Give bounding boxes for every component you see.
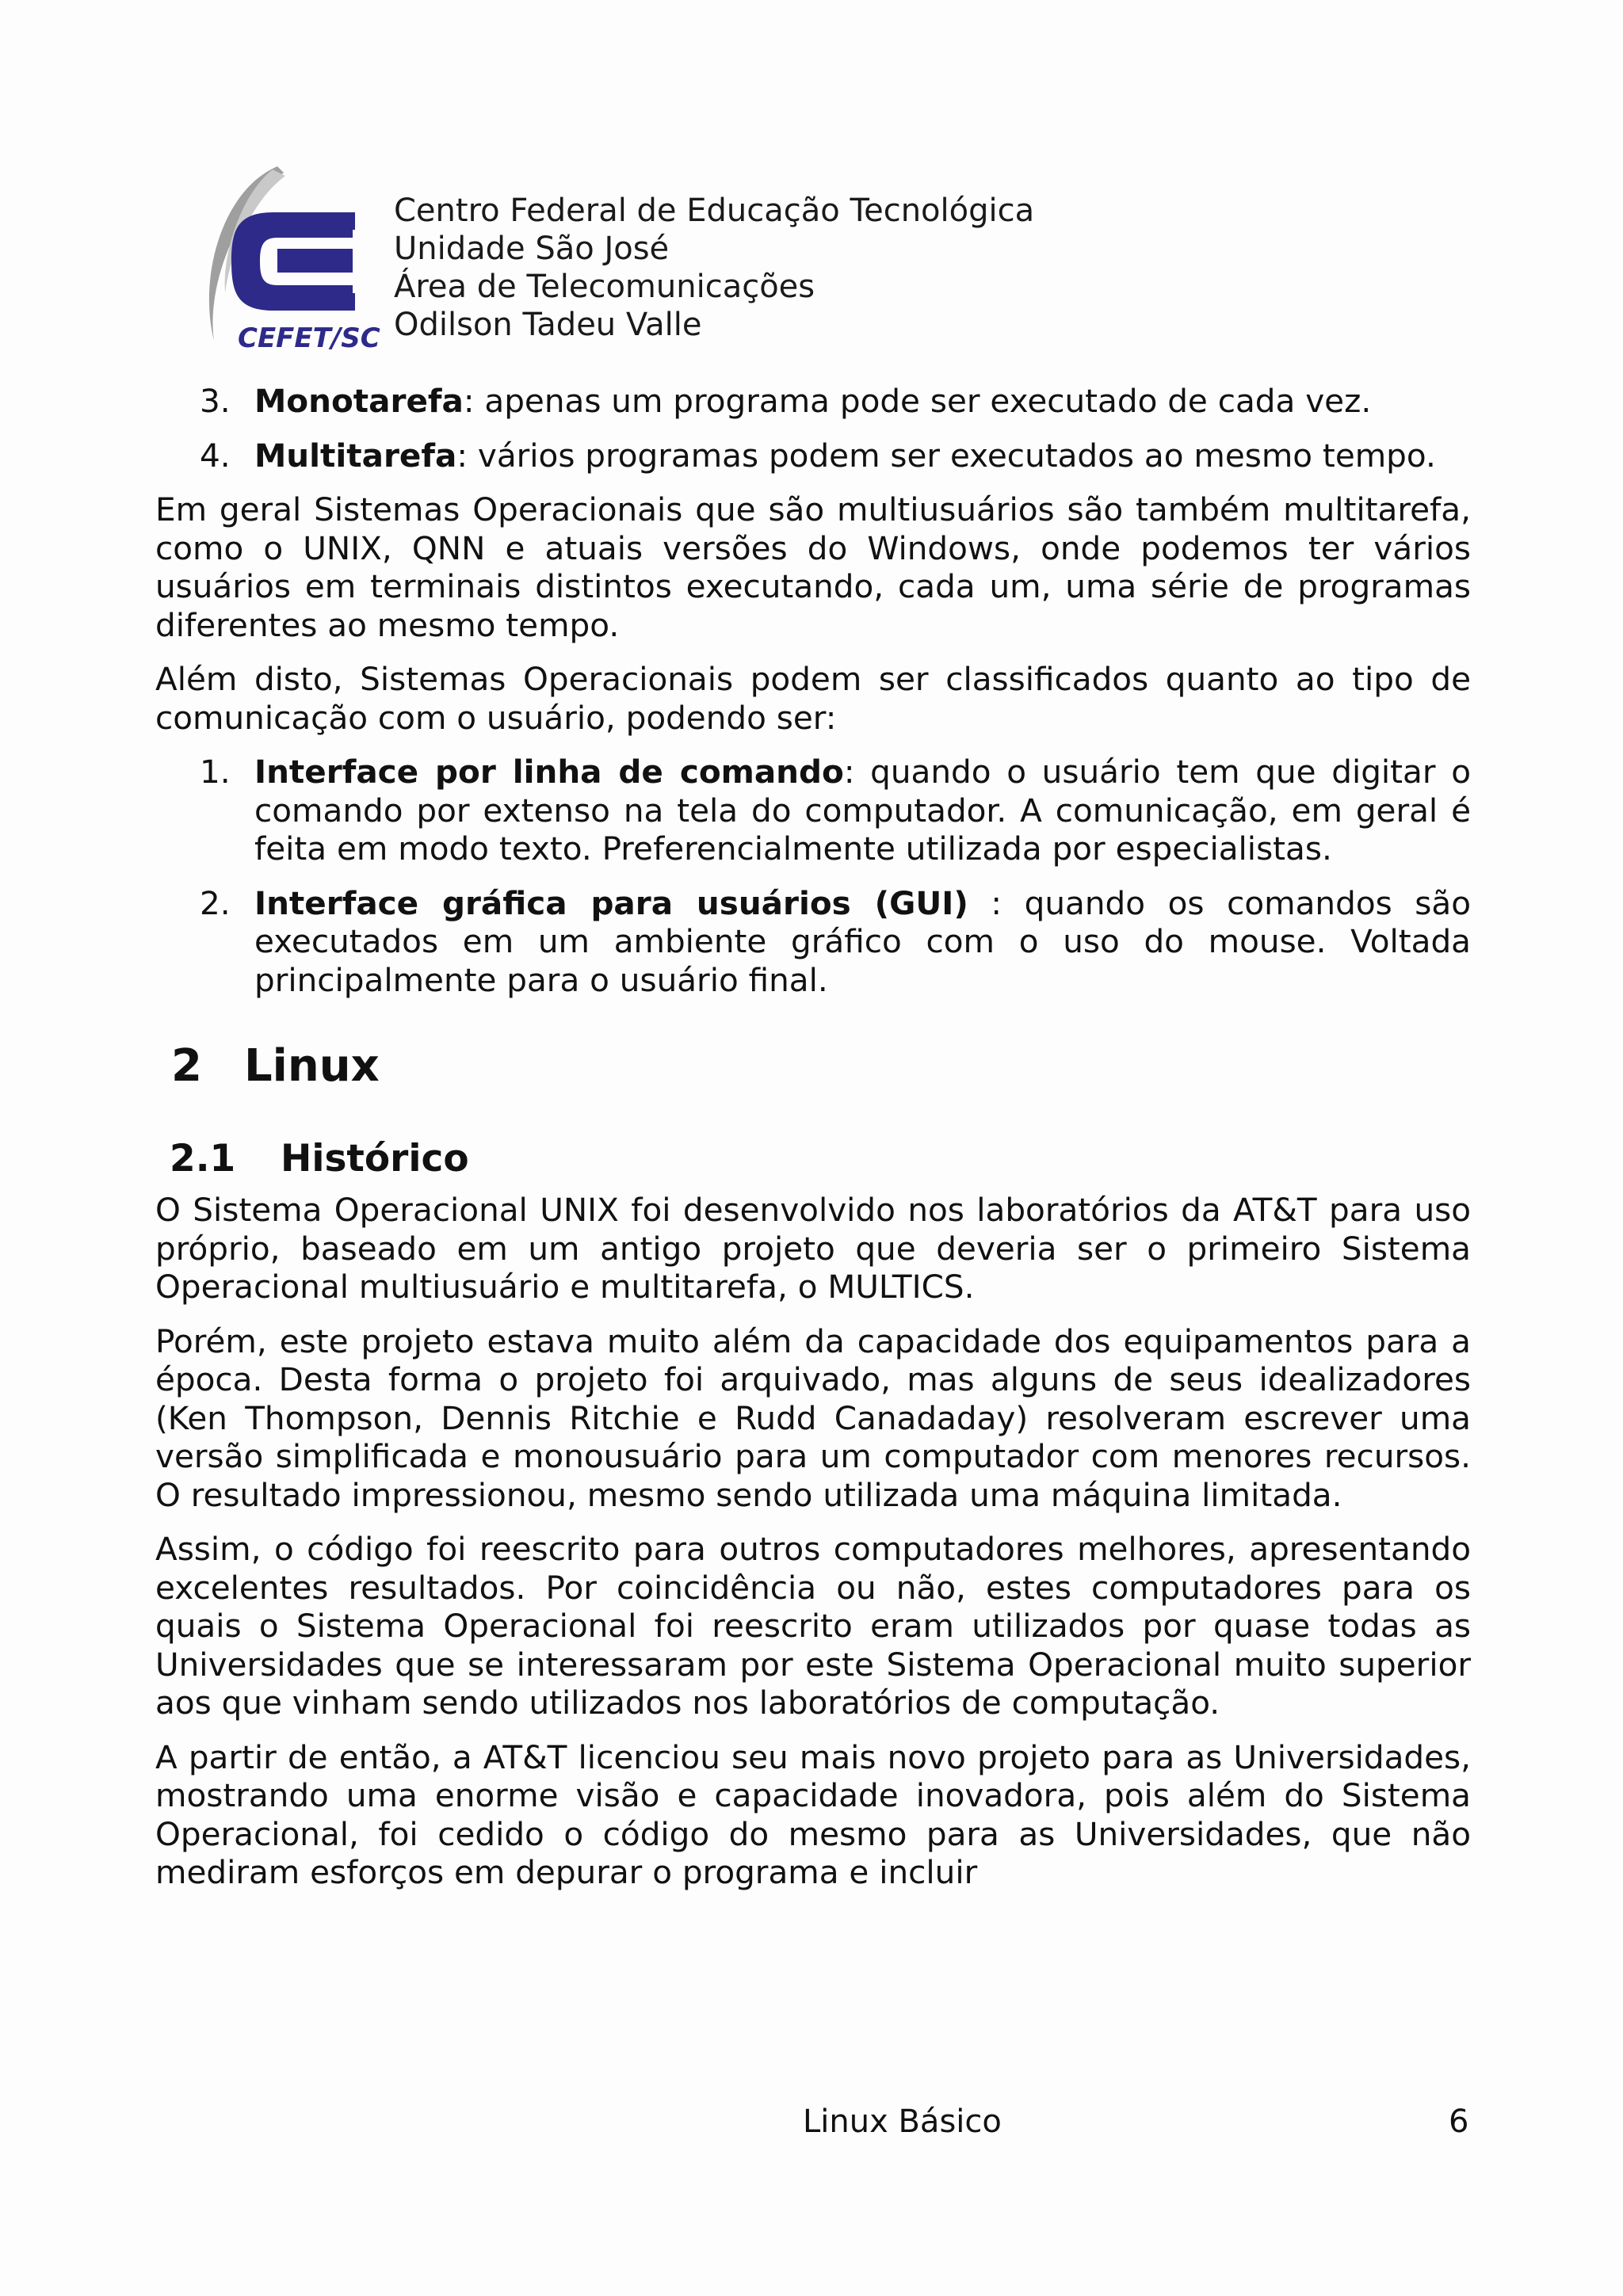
list-item: [155, 753, 1471, 868]
list-number: 2.: [200, 883, 231, 922]
paragraph: Em geral Sistemas Operacionais que são multiusuários são também multitarefa, como o UNIX, QNN e atuais versões do Windows, onde podemos ter vários usuários em terminais distintos executando, cada um, uma série de programas diferentes ao mesmo tempo.: [155, 490, 1471, 644]
cefet-logo-graphic: [190, 158, 380, 357]
list-number: 1.: [200, 753, 231, 791]
list-number: 4.: [200, 436, 231, 475]
institution-header: [394, 192, 1034, 344]
paragraph: Porém, este projeto estava muito além da capacidade dos equipamentos para a época. Desta forma o projeto foi arquivado, mas alguns de seus idealizadores (Ken Thompson, Dennis Ritchie e Rudd Canadaday) resolveram escrever uma versão simplificada e monousuário para um computador com menores recursos. O resultado impressionou, mesmo sendo utilizada uma máquina limitada.: [155, 1322, 1471, 1514]
list-item: [155, 884, 1471, 1000]
page-content: [155, 382, 1471, 1892]
list-term: Monotarefa: [254, 382, 464, 420]
cefet-logo: [190, 158, 380, 357]
paragraph: A partir de então, a AT&T licenciou seu mais novo projeto para as Universidades, mostrando uma enorme visão e capacidade inovadora, pois além do Sistema Operacional, foi cedido o código do mesmo para as Universidades, que não mediram esforços em depurar o programa e incluir: [155, 1737, 1471, 1891]
subsection-number: 2.1: [170, 1137, 236, 1180]
header-line: Odilson Tadeu Valle: [394, 307, 702, 343]
section-heading: [155, 1039, 1471, 1094]
header-line: Centro Federal de Educação Tecnológica: [394, 193, 1035, 229]
footer-title: Linux Básico: [803, 2103, 1002, 2140]
list-term: Multitarefa: [254, 436, 457, 475]
section-title: Linux: [244, 1040, 380, 1092]
paragraph: Além disto, Sistemas Operacionais podem ser classificados quanto ao tipo de comunicação com o usuário, podendo ser:: [155, 660, 1471, 737]
list-number: 3.: [200, 382, 231, 420]
header-line: Área de Telecomunicações: [394, 269, 815, 305]
list-term: Interface gráfica para usuários (GUI): [254, 883, 968, 922]
logo-text: CEFET/SC: [238, 322, 380, 354]
paragraph: Assim, o código foi reescrito para outros computadores melhores, apresentando excelentes resultados. Por coincidência ou não, estes computadores para os quais o Sistema Operacional foi reescrito eram utilizados por quase todas as Universidades que se interessaram por este Sistema Operacional muito superior aos que vinham sendo utilizados nos laboratórios de computação.: [155, 1530, 1471, 1722]
paragraph: O Sistema Operacional UNIX foi desenvolvido nos laboratórios da AT&T para uso próprio, baseado em um antigo projeto que deveria ser o primeiro Sistema Operacional multiusuário e multitarefa, o MULTICS.: [155, 1191, 1471, 1306]
section-number: 2: [171, 1040, 202, 1092]
page-number: 6: [1449, 2103, 1469, 2140]
list-term: Interface por linha de comando: [254, 753, 844, 791]
list-item: [155, 382, 1471, 421]
list-text: : quando os comandos são executados em um ambiente gráfico com o uso do mouse. Voltada principalmente para o usuário final.: [254, 883, 1471, 999]
subsection-heading: [155, 1135, 1471, 1183]
list-item: [155, 437, 1471, 475]
subsection-title: Histórico: [281, 1137, 469, 1180]
list-text: : vários programas podem ser executados ao mesmo tempo.: [456, 436, 1436, 475]
header-line: Unidade São José: [394, 231, 670, 267]
list-text: : apenas um programa pode ser executado de cada vez.: [463, 382, 1372, 420]
list-text: : quando o usuário tem que digitar o comando por extenso na tela do computador. A comunicação, em geral é feita em modo texto. Preferencialmente utilizada por especialistas.: [254, 753, 1471, 868]
